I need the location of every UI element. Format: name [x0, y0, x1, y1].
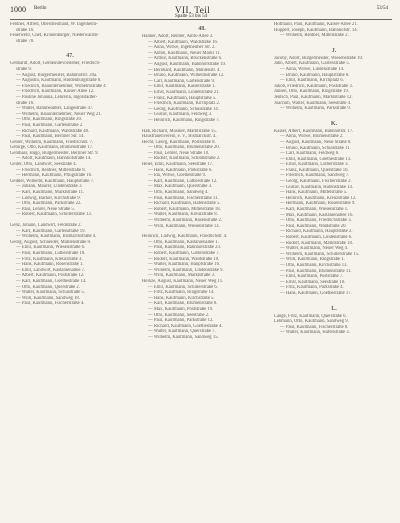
directory-entry: Gebhardt, Adolf, Gemeindevorsteher, Friedrich-: [10, 61, 101, 67]
directory-entry: — Friedrich, Bauunternehmer, Wilhelmstraße 4: [16, 83, 106, 89]
directory-entry: — Paul, Kaufmann, Parkstraße 12.: [148, 318, 214, 324]
directory-entry: — Paul, Kaufmann, Waldstraße 20.: [280, 223, 347, 229]
directory-entry: — Bernhard, Kaufmann, Mühlenstr. 4.: [148, 67, 221, 73]
directory-entry: — Arthur, Kaufmann, Brückenstraße 6.: [148, 56, 223, 62]
header-right-label: 53/54: [376, 6, 388, 11]
directory-entry: — Karl, Kaufmann, Marktstraße 11.: [16, 190, 85, 196]
directory-entry: — Richard, Kaufmann, Waldstraße 48.: [16, 128, 90, 134]
directory-entry: straße 78.: [16, 38, 35, 44]
directory-entry: — Paul, Kaufmann, Fischerstraße 11.: [148, 195, 219, 201]
directory-entry: Lehmann, Otto, Kaufmann, Sandweg 9.: [274, 319, 349, 325]
directory-entry: — Gustav, Kaufmann, Hafenstraße 14.: [280, 184, 353, 190]
directory-entry: Joachim, Walter, Kaufmann, Seestraße 4.: [274, 100, 352, 106]
directory-entry: Gehlhaar, Hugo, Bürgermeister, Berliner Str. 9.: [10, 150, 99, 156]
directory-entry: — Willi, Kaufmann, Ringstraße 1.: [280, 257, 345, 263]
directory-entry: — Richard, Kaufmann, Hauptstraße 2.: [280, 229, 353, 235]
directory-entry: — Paul, Kaufmann, Gartenstraße 2.: [16, 122, 84, 128]
directory-entry: — Otto, Kaufmann, Kastanienallee 1.: [148, 239, 219, 245]
directory-entry: — Wilhelm, Bauunternehmer, Neuer Weg 21.: [16, 111, 102, 117]
directory-entry: — Willi, Kaufmann, Sandweg 18.: [16, 295, 80, 301]
directory-entry: Jakob, Friedrich, Kaufmann, Poststraße 3.: [274, 83, 353, 89]
directory-entry: Hanner, Adolf, Rentier, Amts-Allee 3.: [142, 34, 214, 39]
directory-entry: — Paul, Kaufmann, Berliner Str. 14.: [16, 134, 85, 140]
directory-entry: — Paul, Kaufmann, Lutherstraße 10.: [16, 250, 86, 256]
directory-entry: Gebirge, Otto, Kaufmann, Blumenstraße 17.: [10, 145, 94, 151]
directory-entry: — Augustin, Kaufmann, Hindenburgstraße 8.: [16, 78, 102, 84]
directory-entry: straße 9.: [16, 66, 32, 72]
directory-entry: — Ludwig, Bäcker, Kirchstraße 9.: [16, 195, 81, 201]
directory-entry: — Heinrich, Kaufmann, Ringstraße 7.: [148, 117, 220, 123]
directory-entry: — Wilhelm, Kaufmann, Bismarckstraße 4.: [16, 234, 97, 240]
directory-entry: Genz, Johann, Landwirt, Feldstraße 2.: [10, 223, 82, 228]
directory-entry: — Bruno, Kaufmann, Hauptstraße 8.: [280, 72, 350, 78]
directory-entry: — Wilhelm, Kaufmann, Sandweg 15.: [148, 334, 219, 340]
block-gap: [142, 340, 262, 345]
directory-entry: — Bruno, Kaufmann, Wilhelmstraße 12.: [148, 73, 225, 79]
directory-entry: Haß, Richard, Musiker, Marktstraße 15.: [142, 128, 217, 134]
directory-entry: — Karl, Kaufmann, Lutherstraße 12.: [148, 178, 218, 184]
directory-entry: — Willi, Kaufmann, Marktstraße 3.: [148, 273, 216, 279]
section-heading: J.: [331, 47, 337, 54]
header-rule: [10, 19, 392, 20]
directory-entry: — Otto, Kaufmann, Ringstraße 20.: [16, 117, 83, 123]
directory-entry: — Carl, Kaufmann, Gartenstraße 9.: [148, 78, 216, 84]
directory-entry: Jacoby, Adolf, Bürgermeister, Wiesenstraße 10.: [274, 55, 363, 61]
directory-entry: Heinrich, Ludwig, Kaufmann, Friedrichstr. 4.: [142, 234, 228, 240]
block-gap: [274, 297, 394, 302]
directory-entry: — Walter, Kaufmann, Querstraße 7.: [148, 329, 216, 335]
directory-entry: — Wilhelm, Kaufmann, Parkstraße 9.: [280, 106, 351, 112]
directory-entry: — Georg, Kaufmann, Fischerstraße 2.: [280, 179, 352, 185]
directory-entry: — Walter, Kaufmann, Schulstraße 5.: [16, 290, 85, 296]
directory-entry: Hecht, Georg, Kaufmann, Poststraße 8.: [142, 139, 216, 145]
directory-entry: — Emil, Kaufmann, Wiesenstraße 6.: [16, 245, 86, 251]
directory-entry: Georg, August, Schneider, Mühlenstraße 8.: [10, 239, 91, 245]
header-left-label: Berlin: [34, 6, 47, 11]
directory-entry: — Paul, Kaufmann, Fischerstraße 8.: [280, 324, 349, 330]
directory-entry: — Paul, Lehrer, Neue Straße 10.: [148, 150, 210, 156]
section-heading: K.: [330, 120, 338, 127]
directory-entry: — Johann, Maurer, Lindenstraße 3.: [16, 184, 83, 190]
directory-entry: — Friedrich, Kaufmann, Sandweg 7.: [280, 173, 350, 179]
directory-entry: — Paul, Lehrer, Neue Straße 5.: [16, 206, 75, 212]
directory-entry: — Ernst, Kaufmann, Seestraße 10.: [280, 279, 346, 285]
directory-entry: — Franz, Kaufmann, Hauptstraße 5.: [148, 95, 217, 101]
directory-entry: — Otto, Kaufmann, Seestraße 2.: [148, 312, 210, 318]
directory-entry: — Anna, Witwe, Ingelheimer Str. 2.: [148, 45, 216, 51]
directory-entry: — Wilhelm, Kaufmann, Schillerstraße 15.: [280, 251, 360, 257]
directory-entry: — Hermann, Kaufmann, Rosenstraße 9.: [280, 201, 356, 207]
directory-entry: — Carl, Kaufmann, Feldweg 6.: [280, 151, 340, 157]
directory-entry: — Karl, Kaufmann, Gartenstraße 19.: [16, 228, 86, 234]
column-3: [274, 22, 394, 341]
directory-entry: Jansen, Otto, Kaufmann, Ringstraße 19.: [274, 89, 349, 95]
directory-entry: — Hans, Kaufmann, Kirchstraße 5.: [148, 295, 215, 301]
block-gap: [10, 44, 130, 49]
section-heading: 47.: [66, 53, 74, 60]
directory-entry: — Emil, Landwirt, Kastanienallee 7.: [16, 267, 86, 273]
directory-entry: — August, Kaufmann, Bahnhofstraße 19.: [148, 61, 226, 67]
directory-entry: — Walter, Kaufmann, Kreuzstraße 8.: [148, 212, 218, 218]
directory-entry: — Walter, Kaufmann, Hafenstraße 3.: [280, 330, 350, 336]
directory-entry: — August, Kaufmann, Neue Straße 8.: [280, 139, 352, 145]
directory-entry: — Paul, Kaufmann, Blumenstraße 11.: [280, 268, 352, 274]
directory-entry: Geiler, Otto, Landwirt, Seestraße 4.: [10, 162, 77, 168]
directory-entry: — Emil, Kaufmann, Schillerstraße 6.: [148, 284, 218, 290]
directory-entry: — Fritz, Kaufmann, Ringstraße 14.: [148, 290, 215, 296]
directory-entry: Feldner, Alfred, Oberstleutnant, W. Ingelheim-: [10, 22, 98, 27]
directory-entry: Hofmann, Paul, Kaufmann, Kaiser-Allee 21.: [274, 22, 358, 27]
directory-entry: — Hans, Kaufmann, Mittelstraße 5.: [280, 190, 348, 196]
directory-entry: — Hans, Kaufmann, Goethestraße 17.: [280, 290, 352, 296]
directory-entry: — Karl, Kaufmann, Goethestraße 14.: [16, 278, 87, 284]
directory-entry: — Hans, Kaufmann, Parkstraße 6.: [148, 167, 213, 173]
directory-entry: — Anna, Witwe, Lindenstraße 14.: [280, 66, 345, 72]
directory-entry: — Otto, Kaufmann, Sandweg 4.: [148, 190, 209, 196]
directory-entry: — Wilhelm, Kaufmann, Lindenstraße 9.: [148, 267, 224, 273]
directory-entry: — August, Bürgermeister, Bahnhofstr. 20a.: [16, 72, 98, 78]
directory-entry: — Friedrich, Kaufmann, Kaiser-Allee 12.: [16, 89, 95, 95]
directory-entry: — Otto, Kaufmann, Kirchstraße 13.: [280, 262, 348, 268]
directory-entry: — Otto, Kaufmann, Blumenstraße 20.: [148, 145, 220, 151]
section-heading: 48.: [198, 26, 206, 32]
directory-entry: Huppert, Joseph, Kaufmann, Bahnhofstr. 14.: [274, 27, 358, 33]
directory-entry: — Max, Kaufmann, Kastanienallee 16.: [280, 212, 354, 218]
directory-entry: — Otto, Kaufmann, Querstraße 2.: [16, 284, 80, 290]
directory-entry: — Anna, Witwe, Blumenstraße 2.: [280, 134, 344, 140]
directory-entry: — Fritz, Kaufmann, Parkstraße 4.: [280, 285, 344, 291]
directory-entry: — Albert, Kaufmann, Poststraße 12.: [16, 273, 85, 279]
directory-entry: — Otto, Kaufmann, Parkstraße 22.: [16, 201, 82, 207]
column-1: [10, 22, 130, 312]
block-gap: [274, 336, 394, 341]
directory-entry: — Karl, Kaufmann, Wiesenstraße 1.: [280, 207, 349, 213]
directory-entry: — Walter, Kaufmann, Hauptstraße 16.: [148, 262, 221, 268]
directory-entry: — Emil, Kaufmann, Kaiserstraße 1.: [148, 84, 216, 90]
directory-entry: — Anton, Kaufmann, Neuer Markt 11.: [148, 50, 221, 56]
directory-entry: — Emil, Kaufmann, Goethestraße 13.: [280, 156, 352, 162]
directory-entry: — Paul, Kaufmann, Fischerstraße 4.: [16, 301, 85, 307]
directory-entry: — Bruno, Kaufmann, Schulstraße 11.: [280, 145, 351, 151]
directory-entry: — Friedrich, Rentner, Mittelstraße 8.: [16, 167, 86, 173]
directory-entry: — Ida, Witwe, Goethestraße 9.: [148, 173, 207, 179]
directory-entry: Gebier, Wilhelm, Kaufmann, Friedrichstr. 7.: [10, 139, 93, 145]
directory-entry: — Paul, Kaufmann, Bahnhofstraße 23.: [148, 245, 222, 251]
page-number: 1000: [10, 5, 26, 14]
directory-entry: Heier, Emil, Kaufmann, Seestraße 17.: [142, 162, 214, 168]
directory-entry: — Hermann, Kaufmann, Pflugstraße 16.: [16, 173, 93, 179]
page-title: VII. Teil: [175, 5, 211, 15]
directory-entry: Lange, Fritz, Kaufmann, Querstraße 6.: [274, 313, 347, 319]
section-heading: L.: [331, 305, 337, 312]
directory-entry: — Georg, Kaufmann, Schulstraße 14.: [148, 106, 219, 112]
directory-entry: — Wilhelm, Rentner, Mittelstraße 2.: [280, 33, 349, 39]
directory-entry: — Ernst, Kaufmann, Lutherstraße 3.: [280, 162, 349, 168]
page-subtitle: Spalte 53 bis 54: [175, 14, 208, 19]
directory-entry: — Richard, Kaufmann, Hafenstraße 5.: [148, 201, 221, 207]
directory-entry: Jentsch, Paul, Kaufmann, Marktstraße 12.: [274, 94, 353, 100]
directory-entry: Geißler, Wilhelm, Kaufmann, Hauptstraße 7.: [10, 178, 95, 184]
directory-entry: straße 16.: [16, 100, 35, 106]
directory-entry: Jahn, Albert, Kaufmann, Gartenstraße 5.: [274, 61, 350, 67]
directory-entry: — Heinrich, Kaufmann, Kreuzstraße 12.: [280, 195, 357, 201]
directory-entry: Kaiser, Albert, Kaufmann, Bahnhofstr. 17.: [274, 128, 354, 134]
directory-entry: — Otto, Kaufmann, Friedrichstraße 3.: [280, 218, 352, 224]
directory-entry: Heinze, August, Kaufmann, Neuer Weg 11.: [142, 278, 224, 284]
directory-entry: — Robert, Kaufmann, Schillerstraße 13.: [16, 212, 92, 218]
directory-entry: — Emil, Kaufmann, Kirchplatz 6.: [280, 78, 344, 84]
column-2: [142, 22, 262, 345]
directory-entry: — Karl, Kaufmann, Blumenstraße 8.: [148, 301, 218, 307]
directory-entry: — Walter, Kaufmann, Neuer Weg 4.: [280, 246, 349, 252]
directory-entry: — Emil, Kaufmann, Poststraße 7.: [280, 274, 344, 280]
directory-entry: — Albert, Kaufmann, Waldstraße 16.: [148, 39, 218, 45]
directory-entry: — Rudolf, Kaufmann, Marktstraße 18.: [280, 240, 354, 246]
directory-entry: — Max, Kaufmann, Querstraße 3.: [148, 184, 213, 190]
directory-entry: — Adolf, Kaufmann, Bahnhofstraße 14.: [16, 156, 92, 162]
directory-entry: — Rudolf, Kaufmann, Waldstraße 10.: [148, 256, 220, 262]
directory-entry: — Friedrich, Kaufmann, Kirchplatz 2.: [148, 101, 220, 107]
block-gap: [10, 307, 130, 312]
directory-entry: — Robert, Kaufmann, Lindenstraße 6.: [280, 235, 353, 240]
directory-entry: — Gustav, Kaufmann, Feldweg 3.: [148, 112, 213, 118]
directory-entry: — Robert, Kaufmann, Gartenstraße 7.: [148, 250, 220, 256]
directory-entry: — Robert, Kaufmann, Mittelstraße 18.: [148, 206, 221, 212]
directory-entry: Hausfrauenverein, e. V., Bismarckstr. 4.: [142, 134, 217, 140]
directory-entry: — Wilhelm, Kaufmann, Rosenstraße 2.: [148, 218, 223, 223]
block-gap: [274, 112, 394, 117]
directory-entry: — Fritz, Kaufmann, Kreuzstraße 3.: [16, 256, 83, 262]
directory-entry: — Richard, Kaufmann, Goethestraße 4.: [148, 323, 223, 329]
directory-entry: — Ernst, Kaufmann, Lindenstraße 21.: [148, 89, 220, 95]
directory-entry: — Franz, Kaufmann, Querstraße 10.: [280, 167, 349, 173]
directory-entry: — Hans, Kaufmann, Rosenstraße 1.: [16, 262, 84, 268]
directory-entry: — Rudolf, Kaufmann, Schloßstraße 2.: [148, 156, 221, 162]
block-gap: [274, 39, 394, 44]
directory-entry: — Walter, Bahnbeamter, Langestraße 47.: [16, 106, 94, 112]
directory-entry: — Willi, Kaufmann, Wiesenstraße 13.: [148, 223, 220, 229]
directory-entry: straße 16.: [16, 27, 35, 33]
directory-entry: — Max, Kaufmann, Poststraße 19.: [148, 306, 214, 312]
directory-entry: — Pauline Johanna, Lehrerin, Ingolstädter-: [16, 94, 98, 100]
directory-entry: Feuerwehr, Chef, Kronenburger, Niederwallstr-: [10, 33, 99, 39]
